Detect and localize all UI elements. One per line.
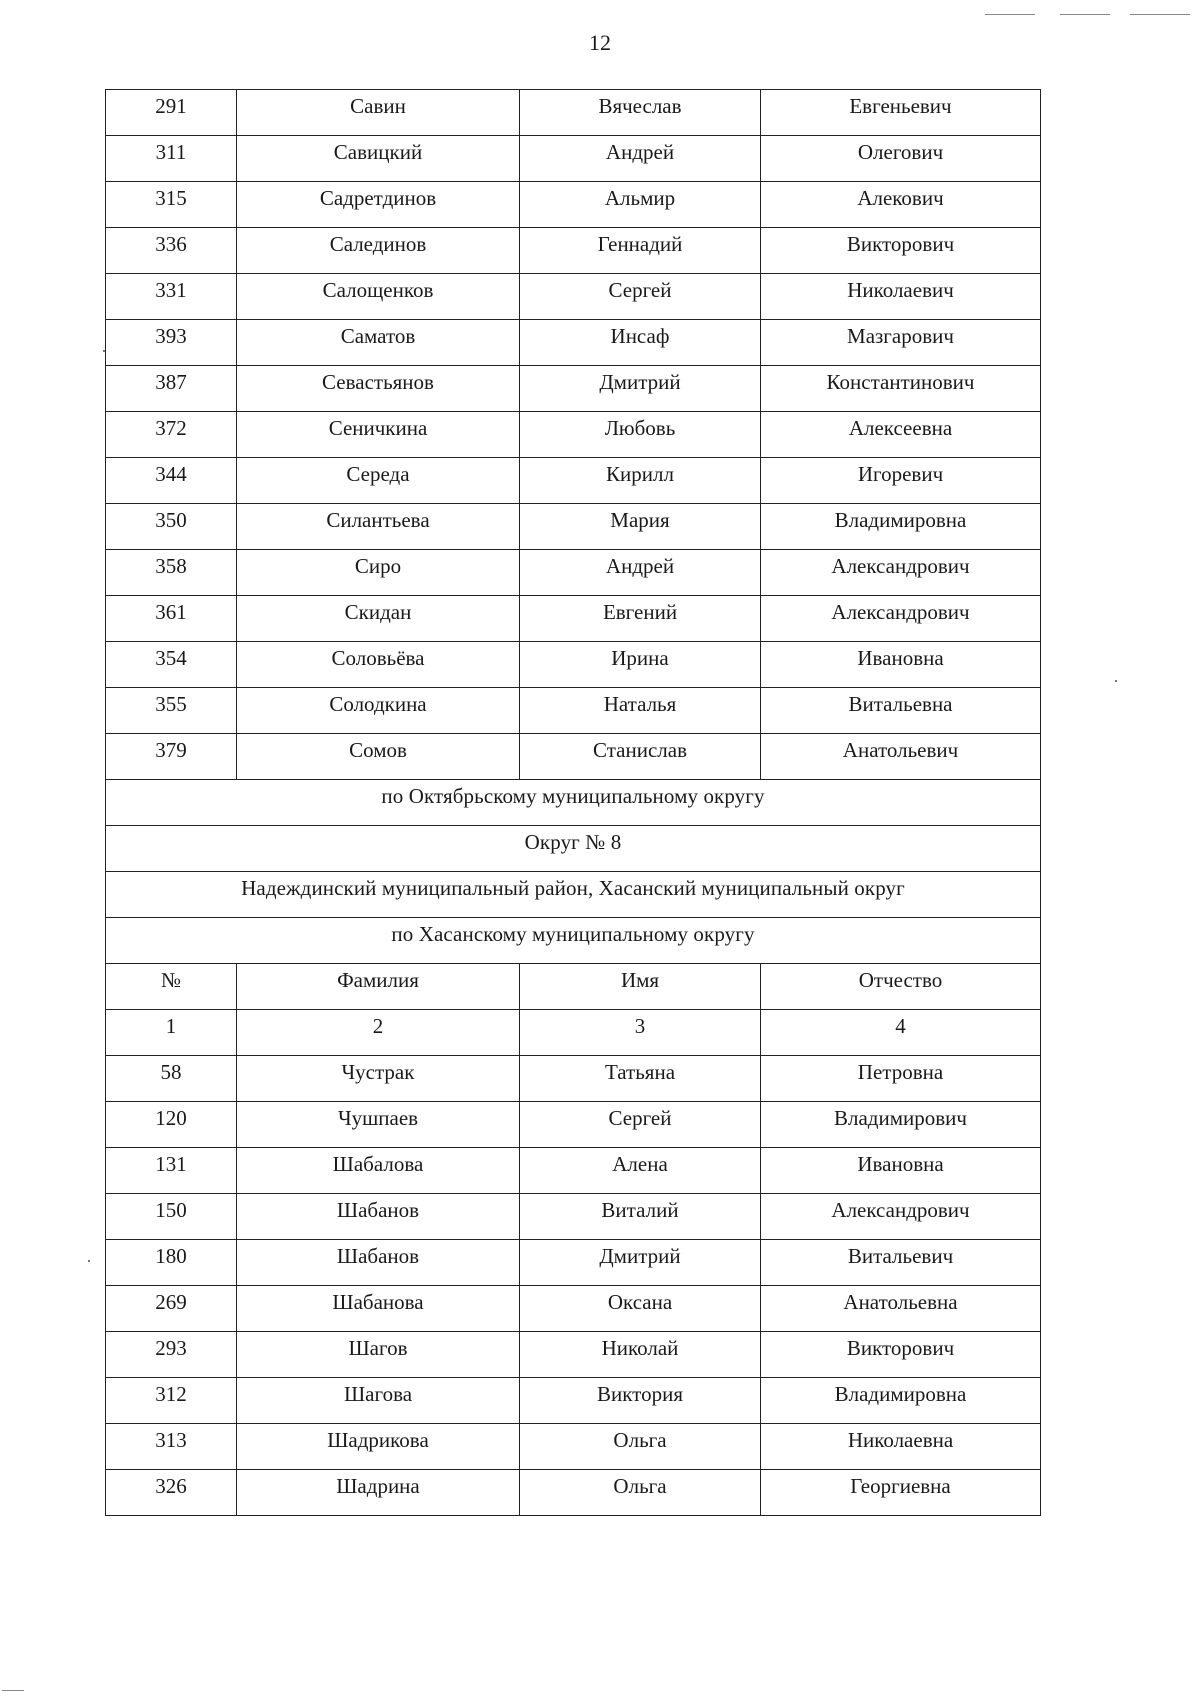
column-number: 2 <box>237 1010 520 1056</box>
cell-patronymic: Викторович <box>761 228 1041 274</box>
cell-patronymic: Анатольевич <box>761 734 1041 780</box>
cell-name: Кирилл <box>520 458 761 504</box>
table-row <box>106 1194 1041 1240</box>
cell-number: 58 <box>106 1056 237 1102</box>
table-row <box>106 1056 1041 1102</box>
cell-name: Инсаф <box>520 320 761 366</box>
cell-surname: Чушпаев <box>237 1102 520 1148</box>
cell-surname: Шабанова <box>237 1286 520 1332</box>
cell-number: 180 <box>106 1240 237 1286</box>
scan-artifact <box>2 1690 24 1691</box>
cell-surname: Чустрак <box>237 1056 520 1102</box>
cell-name: Геннадий <box>520 228 761 274</box>
cell-surname: Сеничкина <box>237 412 520 458</box>
cell-patronymic: Николаевна <box>761 1424 1041 1470</box>
header-name: Имя <box>520 964 761 1010</box>
cell-name: Николай <box>520 1332 761 1378</box>
cell-patronymic: Мазгарович <box>761 320 1041 366</box>
cell-surname: Садретдинов <box>237 182 520 228</box>
table-row <box>106 412 1041 458</box>
cell-patronymic: Витальевич <box>761 1240 1041 1286</box>
scan-artifact <box>1115 680 1117 682</box>
cell-number: 361 <box>106 596 237 642</box>
cell-number: 131 <box>106 1148 237 1194</box>
table-row <box>106 1378 1041 1424</box>
cell-surname: Сомов <box>237 734 520 780</box>
table-row <box>106 1286 1041 1332</box>
cell-number: 344 <box>106 458 237 504</box>
cell-name: Дмитрий <box>520 1240 761 1286</box>
table-row <box>106 274 1041 320</box>
column-number: 1 <box>106 1010 237 1056</box>
cell-surname: Шабанов <box>237 1194 520 1240</box>
table-row <box>106 366 1041 412</box>
section-row <box>106 780 1041 826</box>
cell-name: Мария <box>520 504 761 550</box>
cell-number: 311 <box>106 136 237 182</box>
cell-surname: Шагов <box>237 1332 520 1378</box>
table-row <box>106 136 1041 182</box>
section-octyabrsky: по Октябрьскому муниципальному округу <box>106 780 1041 826</box>
cell-number: 312 <box>106 1378 237 1424</box>
scan-artifact <box>88 1260 90 1262</box>
cell-patronymic: Владимирович <box>761 1102 1041 1148</box>
cell-number: 350 <box>106 504 237 550</box>
cell-surname: Силантьева <box>237 504 520 550</box>
district-title: Округ № 8 <box>106 826 1041 872</box>
header-surname: Фамилия <box>237 964 520 1010</box>
cell-patronymic: Ивановна <box>761 1148 1041 1194</box>
cell-number: 313 <box>106 1424 237 1470</box>
cell-surname: Салощенков <box>237 274 520 320</box>
cell-name: Наталья <box>520 688 761 734</box>
cell-surname: Савицкий <box>237 136 520 182</box>
cell-number: 291 <box>106 90 237 136</box>
section-khasansky: по Хасанскому муниципальному округу <box>106 918 1041 964</box>
scan-artifact <box>1130 14 1190 15</box>
table-row <box>106 1240 1041 1286</box>
table-row <box>106 182 1041 228</box>
cell-patronymic: Евгеньевич <box>761 90 1041 136</box>
cell-number: 336 <box>106 228 237 274</box>
cell-patronymic: Олегович <box>761 136 1041 182</box>
cell-patronymic: Георгиевна <box>761 1470 1041 1516</box>
cell-name: Дмитрий <box>520 366 761 412</box>
cell-surname: Шадрина <box>237 1470 520 1516</box>
cell-patronymic: Константинович <box>761 366 1041 412</box>
cell-patronymic: Викторович <box>761 1332 1041 1378</box>
cell-number: 315 <box>106 182 237 228</box>
cell-name: Виктория <box>520 1378 761 1424</box>
cell-number: 354 <box>106 642 237 688</box>
cell-number: 120 <box>106 1102 237 1148</box>
table-row <box>106 320 1041 366</box>
cell-number: 387 <box>106 366 237 412</box>
cell-name: Любовь <box>520 412 761 458</box>
cell-surname: Шадрикова <box>237 1424 520 1470</box>
cell-patronymic: Александрович <box>761 596 1041 642</box>
cell-patronymic: Анатольевна <box>761 1286 1041 1332</box>
table-row <box>106 550 1041 596</box>
cell-name: Сергей <box>520 1102 761 1148</box>
table-row <box>106 458 1041 504</box>
cell-name: Андрей <box>520 136 761 182</box>
cell-patronymic: Александрович <box>761 1194 1041 1240</box>
cell-number: 393 <box>106 320 237 366</box>
cell-patronymic: Алексеевна <box>761 412 1041 458</box>
scan-artifact <box>1060 14 1110 15</box>
cell-number: 269 <box>106 1286 237 1332</box>
cell-surname: Скидан <box>237 596 520 642</box>
cell-number: 326 <box>106 1470 237 1516</box>
table-row <box>106 228 1041 274</box>
header-number: № <box>106 964 237 1010</box>
cell-number: 372 <box>106 412 237 458</box>
cell-name: Андрей <box>520 550 761 596</box>
cell-patronymic: Александрович <box>761 550 1041 596</box>
column-number: 4 <box>761 1010 1041 1056</box>
cell-name: Татьяна <box>520 1056 761 1102</box>
cell-surname: Саматов <box>237 320 520 366</box>
cell-surname: Севастьянов <box>237 366 520 412</box>
cell-name: Ольга <box>520 1470 761 1516</box>
cell-name: Ирина <box>520 642 761 688</box>
candidates-table <box>105 89 1041 1516</box>
header-patronymic: Отчество <box>761 964 1041 1010</box>
cell-surname: Савин <box>237 90 520 136</box>
cell-name: Оксана <box>520 1286 761 1332</box>
table-row <box>106 1148 1041 1194</box>
cell-number: 355 <box>106 688 237 734</box>
cell-patronymic: Витальевна <box>761 688 1041 734</box>
cell-name: Вячеслав <box>520 90 761 136</box>
table-row <box>106 734 1041 780</box>
column-numbers-row <box>106 1010 1041 1056</box>
cell-name: Евгений <box>520 596 761 642</box>
cell-name: Виталий <box>520 1194 761 1240</box>
table-row <box>106 1470 1041 1516</box>
cell-number: 150 <box>106 1194 237 1240</box>
table-row <box>106 596 1041 642</box>
section-row <box>106 918 1041 964</box>
cell-number: 379 <box>106 734 237 780</box>
cell-surname: Шабанов <box>237 1240 520 1286</box>
section-row <box>106 826 1041 872</box>
cell-number: 293 <box>106 1332 237 1378</box>
cell-patronymic: Николаевич <box>761 274 1041 320</box>
page-number: 12 <box>589 30 611 55</box>
cell-surname: Середа <box>237 458 520 504</box>
table-row <box>106 1102 1041 1148</box>
cell-surname: Шабалова <box>237 1148 520 1194</box>
table-row <box>106 688 1041 734</box>
cell-patronymic: Владимировна <box>761 504 1041 550</box>
cell-patronymic: Ивановна <box>761 642 1041 688</box>
cell-patronymic: Алекович <box>761 182 1041 228</box>
section-row <box>106 872 1041 918</box>
cell-name: Сергей <box>520 274 761 320</box>
cell-surname: Соловьёва <box>237 642 520 688</box>
table-row <box>106 1424 1041 1470</box>
cell-surname: Салединов <box>237 228 520 274</box>
cell-name: Станислав <box>520 734 761 780</box>
table-row <box>106 642 1041 688</box>
scan-artifact <box>985 14 1035 15</box>
header-row <box>106 964 1041 1010</box>
cell-surname: Солодкина <box>237 688 520 734</box>
table-row <box>106 504 1041 550</box>
table-row <box>106 90 1041 136</box>
district-area: Надеждинский муниципальный район, Хасанский муниципальный округ <box>106 872 1041 918</box>
cell-surname: Шагова <box>237 1378 520 1424</box>
cell-patronymic: Владимировна <box>761 1378 1041 1424</box>
cell-name: Альмир <box>520 182 761 228</box>
cell-number: 358 <box>106 550 237 596</box>
cell-number: 331 <box>106 274 237 320</box>
cell-patronymic: Игоревич <box>761 458 1041 504</box>
cell-surname: Сиро <box>237 550 520 596</box>
cell-name: Ольга <box>520 1424 761 1470</box>
cell-patronymic: Петровна <box>761 1056 1041 1102</box>
table-row <box>106 1332 1041 1378</box>
column-number: 3 <box>520 1010 761 1056</box>
cell-name: Алена <box>520 1148 761 1194</box>
